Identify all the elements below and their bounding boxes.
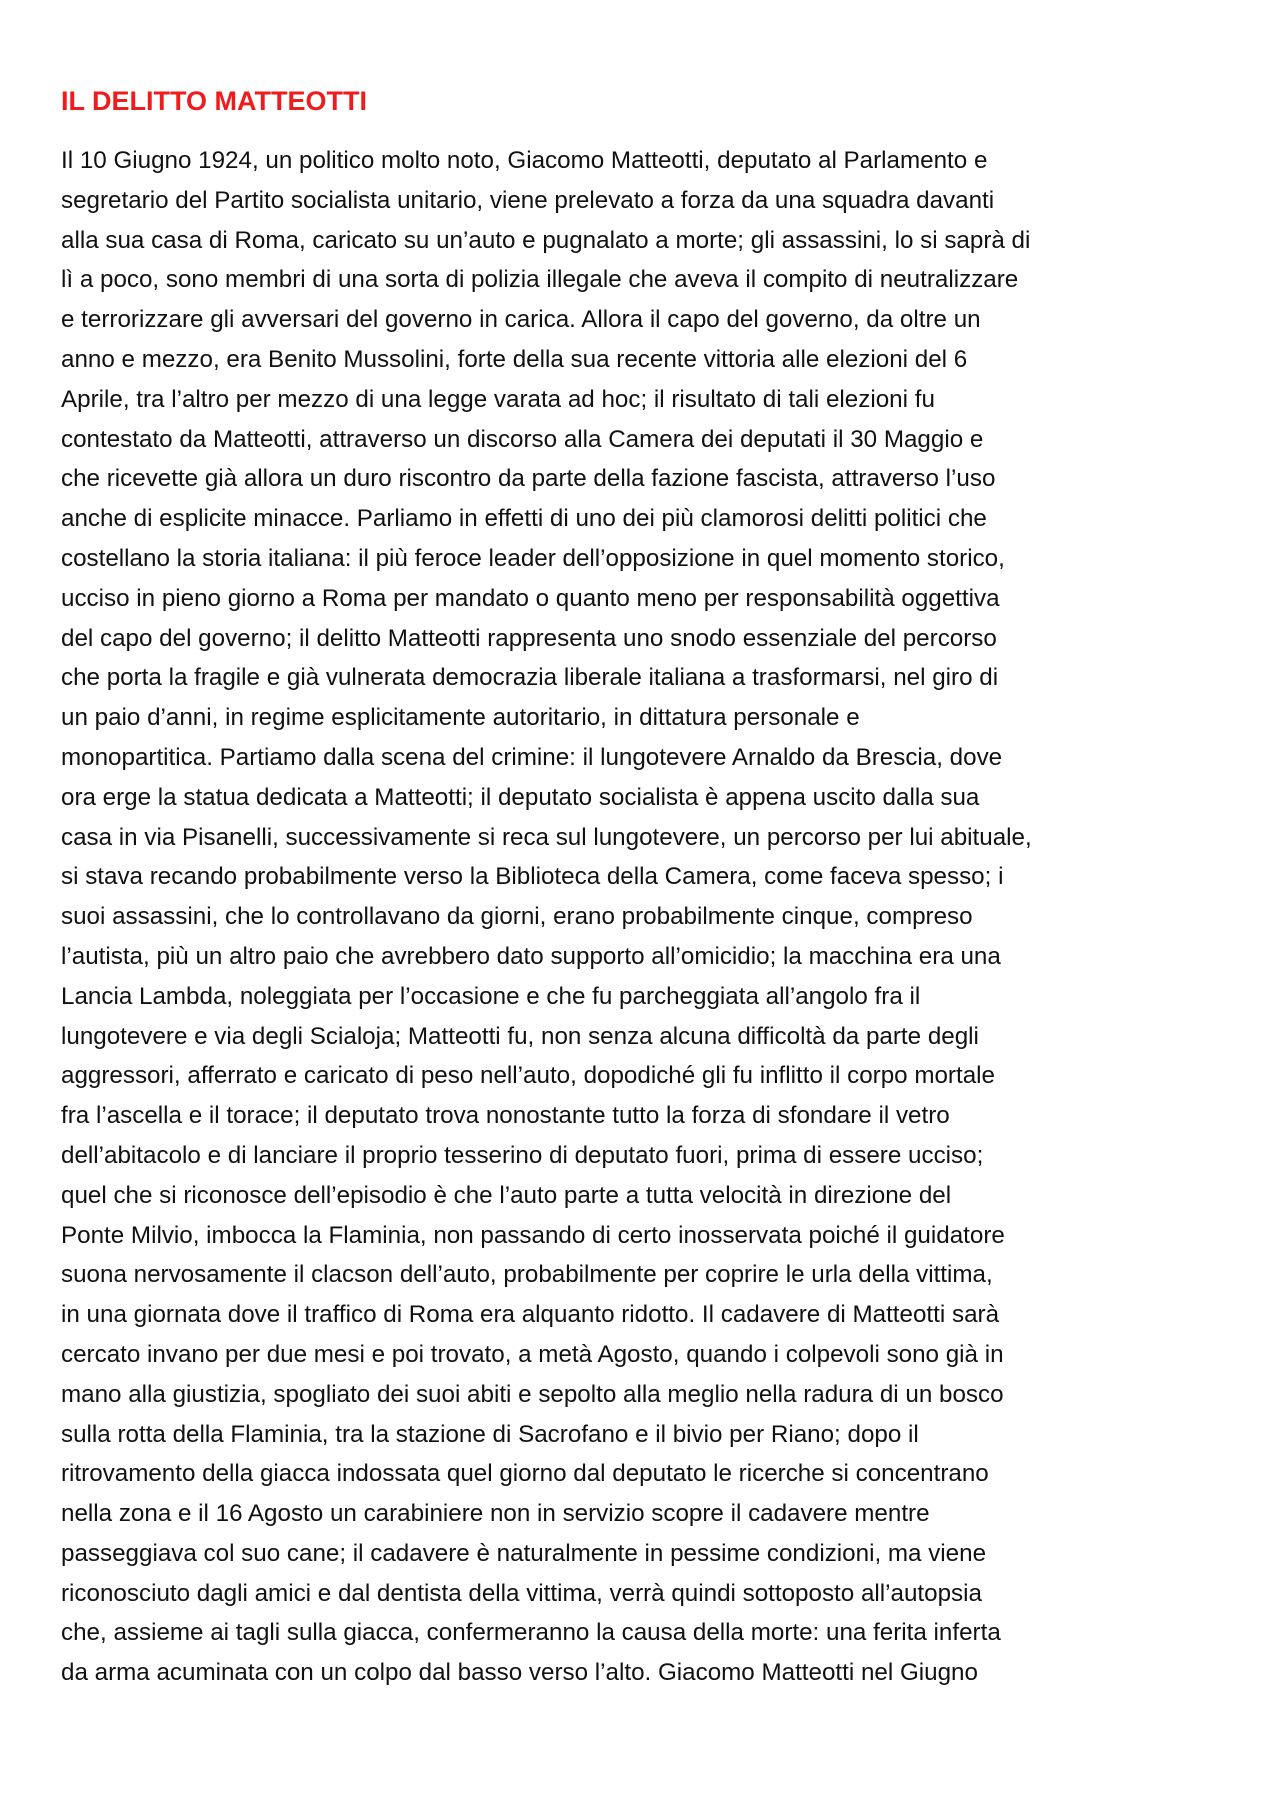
- paragraph-line: cercato invano per due mesi e poi trovato, a metà Agosto, quando i colpevoli sono già in: [61, 1340, 1004, 1368]
- paragraph-line: Il 10 Giugno 1924, un politico molto noto, Giacomo Matteotti, deputato al Parlamento e: [61, 147, 988, 174]
- paragraph-line: quel che si riconosce dell’episodio è che l’auto parte a tutta velocità in direzione del: [61, 1181, 952, 1209]
- document-title: IL DELITTO MATTEOTTI: [61, 86, 367, 116]
- paragraph-line: passeggiava col suo cane; il cadavere è naturalmente in pessime condizioni, ma viene: [61, 1539, 987, 1567]
- paragraph-line: si stava recando probabilmente verso la Biblioteca della Camera, come faceva spesso; i: [61, 863, 1004, 891]
- paragraph-line: che, assieme ai tagli sulla giacca, confermeranno la causa della morte: una ferita inferta: [61, 1619, 1001, 1647]
- paragraph-line: e terrorizzare gli avversari del governo in carica. Allora il capo del governo, da oltre un: [61, 306, 981, 334]
- paragraph-line: dell’abitacolo e di lanciare il proprio tesserino di deputato fuori, prima di essere ucciso;: [61, 1141, 984, 1169]
- paragraph-line: contestato da Matteotti, attraverso un discorso alla Camera dei deputati il 30 Maggio e: [61, 425, 984, 453]
- paragraph-line: anno e mezzo, era Benito Mussolini, forte della sua recente vittoria alle elezioni del 6: [61, 345, 968, 373]
- paragraph-line: fra l’ascella e il torace; il deputato trova nonostante tutto la forza di sfondare il vetro: [61, 1102, 950, 1130]
- paragraph-line: Lancia Lambda, noleggiata per l’occasione e che fu parcheggiata all’angolo fra il: [61, 982, 921, 1010]
- paragraph-line: casa in via Pisanelli, successivamente si reca sul lungotevere, un percorso per lui abituale,: [61, 823, 1032, 851]
- paragraph-line: segretario del Partito socialista unitario, viene prelevato a forza da una squadra davanti: [61, 186, 995, 214]
- document-body-paragraph: [61, 141, 1241, 1693]
- paragraph-line: ucciso in pieno giorno a Roma per mandato o quanto meno per responsabilità oggettiva: [61, 584, 1000, 612]
- paragraph-line: ora erge la statua dedicata a Matteotti; il deputato socialista è appena uscito dalla sua: [61, 783, 980, 811]
- paragraph-line: nella zona e il 16 Agosto un carabiniere non in servizio scopre il cadavere mentre: [61, 1500, 930, 1528]
- paragraph-line: aggressori, afferrato e caricato di peso nell’auto, dopodiché gli fu inflitto il corpo mortale: [61, 1062, 995, 1090]
- paragraph-line: riconosciuto dagli amici e dal dentista della vittima, verrà quindi sottoposto all’autopsia: [61, 1579, 982, 1607]
- paragraph-line: alla sua casa di Roma, caricato su un’auto e pugnalato a morte; gli assassini, lo si saprà di: [61, 226, 1031, 254]
- paragraph-line: ritrovamento della giacca indossata quel giorno dal deputato le ricerche si concentrano: [61, 1460, 989, 1488]
- paragraph-line: del capo del governo; il delitto Matteotti rappresenta uno snodo essenziale del percorso: [61, 624, 997, 652]
- paragraph-line: lungotevere e via degli Scialoja; Matteotti fu, non senza alcuna difficoltà da parte degli: [61, 1022, 979, 1050]
- paragraph-line: sulla rotta della Flaminia, tra la stazione di Sacrofano e il bivio per Riano; dopo il: [61, 1420, 919, 1448]
- paragraph-line: costellano la storia italiana: il più feroce leader dell’opposizione in quel momento storico,: [61, 544, 1005, 572]
- paragraph-line: l’autista, più un altro paio che avrebbero dato supporto all’omicidio; la macchina era una: [61, 942, 1001, 970]
- paragraph-line: da arma acuminata con un colpo dal basso verso l’alto. Giacomo Matteotti nel Giugno: [61, 1659, 978, 1687]
- paragraph-line: che ricevette già allora un duro riscontro da parte della fazione fascista, attraverso l’uso: [61, 465, 996, 493]
- paragraph-line: suoi assassini, che lo controllavano da giorni, erano probabilmente cinque, compreso: [61, 903, 973, 931]
- paragraph-line: monopartitica. Partiamo dalla scena del crimine: il lungotevere Arnaldo da Brescia, dove: [61, 743, 1003, 771]
- paragraph-line: Aprile, tra l’altro per mezzo di una legge varata ad hoc; il risultato di tali elezioni fu: [61, 385, 935, 413]
- paragraph-line: suona nervosamente il clacson dell’auto, probabilmente per coprire le urla della vittima,: [61, 1261, 993, 1289]
- paragraph-line: Ponte Milvio, imbocca la Flaminia, non passando di certo inosservata poiché il guidatore: [61, 1221, 1005, 1249]
- paragraph-line: anche di esplicite minacce. Parliamo in effetti di uno dei più clamorosi delitti politici che: [61, 505, 987, 533]
- paragraph-line: in una giornata dove il traffico di Roma era alquanto ridotto. Il cadavere di Matteotti sarà: [61, 1301, 1000, 1329]
- paragraph-line: un paio d’anni, in regime esplicitamente autoritario, in dittatura personale e: [61, 704, 860, 732]
- paragraph-line: mano alla giustizia, spogliato dei suoi abiti e sepolto alla meglio nella radura di un bosco: [61, 1380, 1004, 1408]
- paragraph-line: che porta la fragile e già vulnerata democrazia liberale italiana a trasformarsi, nel giro di: [61, 664, 999, 692]
- paragraph-line: lì a poco, sono membri di una sorta di polizia illegale che aveva il compito di neutralizzare: [61, 266, 1019, 294]
